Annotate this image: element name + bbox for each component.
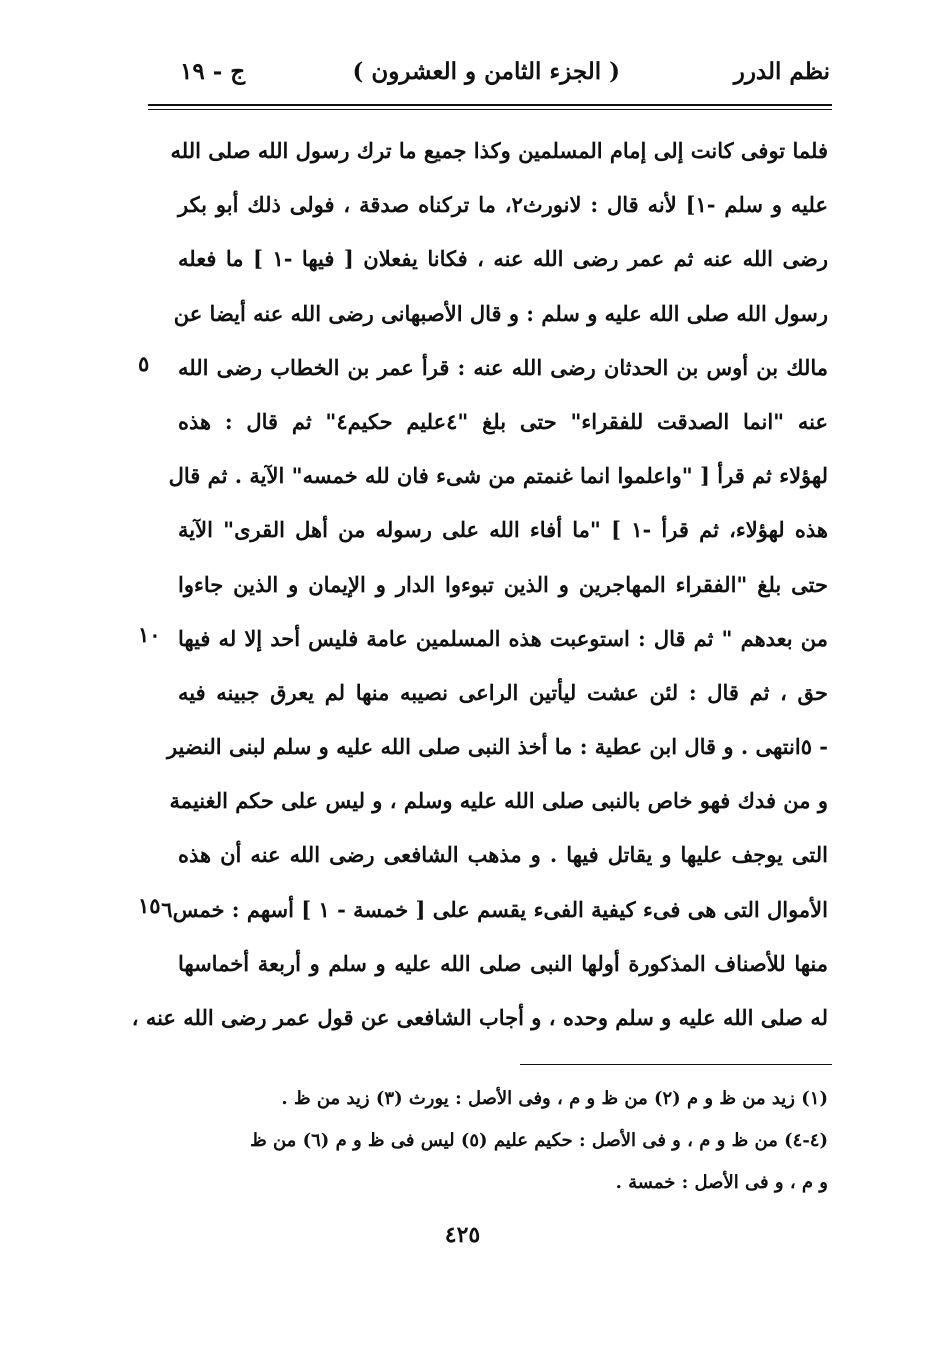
text-line: رسول الله صلى الله عليه و سلم : و قال الأصبهانى رضى الله عنه أيضا عن bbox=[173, 300, 828, 326]
footnote-rule bbox=[520, 1064, 832, 1065]
line-number-5: ٥ bbox=[138, 351, 150, 376]
text-line: هذه لهؤلاء، ثم قرأ -١ ] "ما أفاء الله على رسوله من أهل القرى" الآية bbox=[178, 517, 828, 543]
text-line: و من فدك فهو خاص بالنبى صلى الله عليه وسلم ، و ليس على حكم الغنيمة bbox=[169, 788, 828, 814]
text-line: منها للأصناف المذكورة أولها النبى صلى الله عليه و سلم و أربعة أخماسها bbox=[178, 950, 828, 976]
text-line: التى يوجف عليها و يقاتل فيها . و مذهب الشافعى رضى الله عنه أن هذه bbox=[178, 842, 828, 868]
text-line: له صلى الله عليه و سلم وحده ، و أجاب الشافعى عن قول عمر رضى الله عنه ، bbox=[131, 1005, 828, 1030]
header-rule bbox=[148, 104, 832, 106]
text-line: حتى بلغ "الفقراء المهاجرين و الذين تبوءوا الدار و الإيمان و الذين جاءوا bbox=[178, 571, 828, 597]
text-line: - ٥انتهى . و قال ابن عطية : ما أخذ النبى صلى الله عليه و سلم لبنى النضير bbox=[166, 734, 828, 760]
page-number: ٤٢٥ bbox=[444, 1222, 481, 1248]
header-rule-thin bbox=[148, 109, 832, 110]
footnote-line: و م ، و فى الأصل : خمسة . bbox=[615, 1172, 828, 1193]
text-line: فلما توفى كانت إلى إمام المسلمين وكذا جميع ما ترك رسول الله صلى الله bbox=[170, 138, 828, 163]
book-title: نظم الدرر bbox=[733, 58, 830, 85]
text-line: رضى الله عنه ثم عمر رضى الله عنه ، فكانا يفعلان [ فيها -١ ] ما فعله bbox=[178, 246, 828, 272]
text-line: الأموال التى هى فىء كيفية الفىء يقسم على [ خمسة - ١ ] أسهم : خمس٦ bbox=[161, 896, 828, 922]
footnote-line: (١) زيد من ظ و م (٢) من ظ و م ، وفى الأصل : يورث (٣) زيد من ظ . bbox=[281, 1088, 828, 1109]
text-line: عنه "انما الصدقت للفقراء" حتى بلغ "٤عليم حكيم٤" ثم قال : هذه bbox=[178, 408, 829, 434]
footnotes bbox=[178, 1078, 828, 1204]
volume-label: ج - ١٩ bbox=[180, 58, 246, 85]
footnote-line: (٤-٤) من ظ و م ، و فى الأصل : حكيم عليم (٥) ليس فى ظ و م (٦) من ظ bbox=[250, 1130, 828, 1151]
text-line: عليه و سلم -١] لأنه قال : لانورث٢، ما تركناه صدقة ، فولى ذلك أبو بكر bbox=[178, 192, 828, 218]
part-label: ( الجزء الثامن و العشرون ) bbox=[352, 58, 620, 85]
running-head bbox=[150, 58, 830, 98]
text-line: لهؤلاء ثم قرأ [ "واعلموا انما غنمتم من شىء فان لله خمسه" الآية . ثم قال bbox=[168, 463, 828, 489]
text-line: مالك بن أوس بن الحدثان رضى الله عنه : قرأ عمر بن الخطاب رضى الله bbox=[178, 354, 828, 380]
text-line: حق ، ثم قال : لئن عشت ليأتين الراعى نصيبه منها لم يعرق جبينه فيه bbox=[178, 679, 828, 705]
text-line: من بعدهم " ثم قال : استوعبت هذه المسلمين عامة فليس أحد إلا له فيها bbox=[178, 625, 828, 651]
line-number-10: ١٠ bbox=[138, 622, 161, 647]
line-number-15: ١٥ bbox=[138, 893, 161, 918]
